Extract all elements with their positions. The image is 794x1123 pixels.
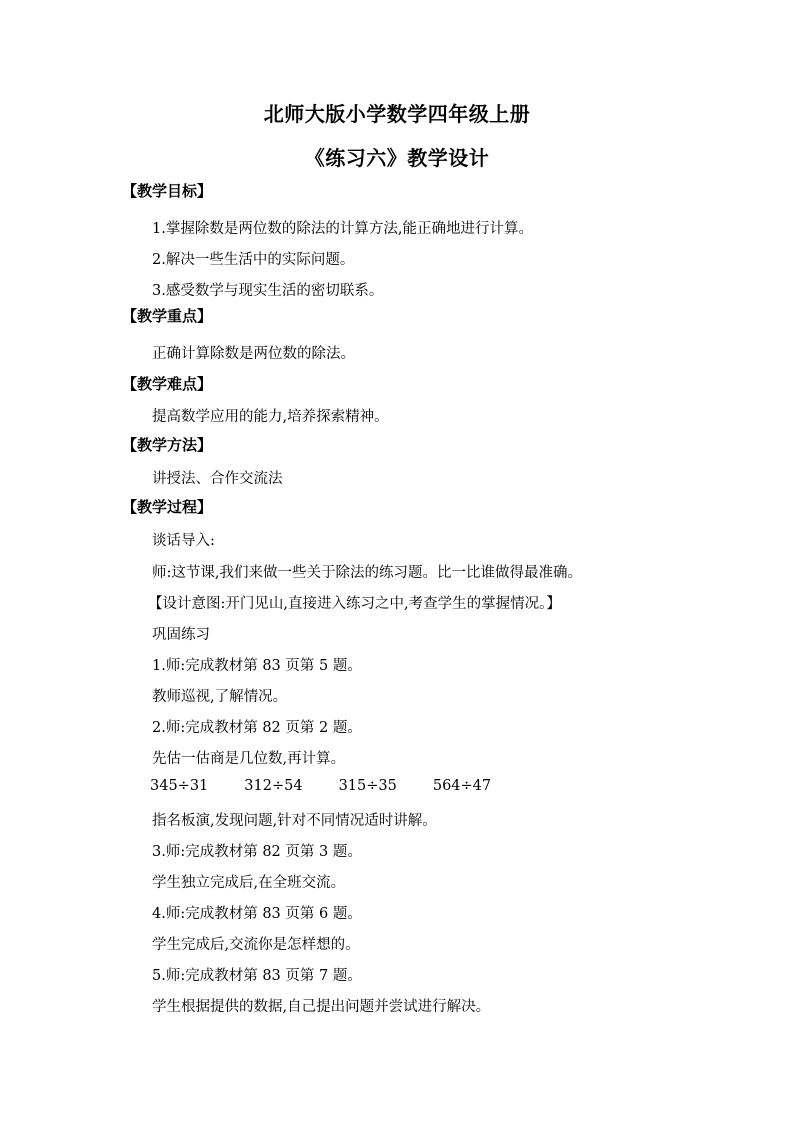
document-title: 北师大版小学数学四年级上册 bbox=[263, 102, 531, 126]
goal-item: 1.掌握除数是两位数的除法的计算方法,能正确地进行计算。 bbox=[152, 221, 533, 237]
key-points-text: 正确计算除数是两位数的除法。 bbox=[152, 346, 355, 362]
process-line: 先估一估商是几位数,再计算。 bbox=[152, 751, 346, 767]
process-line: 学生完成后,交流你是怎样想的。 bbox=[152, 937, 360, 953]
process-line: 师:这节课,我们来做一些关于除法的练习题。比一比谁做得最准确。 bbox=[152, 565, 582, 581]
goal-item: 3.感受数学与现实生活的密切联系。 bbox=[152, 283, 384, 299]
difficulties-heading: 【教学难点】 bbox=[122, 375, 213, 393]
process-line: 4.师:完成教材第 83 页第 6 题。 bbox=[152, 906, 362, 922]
process-line: 2.师:完成教材第 82 页第 2 题。 bbox=[152, 720, 362, 736]
methods-heading: 【教学方法】 bbox=[122, 436, 213, 454]
calculation-item: 315÷35 bbox=[338, 778, 397, 794]
process-line: 巩固练习 bbox=[152, 627, 210, 643]
design-intent-note: 【设计意图:开门见山,直接进入练习之中,考查学生的掌握情况。】 bbox=[148, 596, 561, 612]
process-line: 5.师:完成教材第 83 页第 7 题。 bbox=[152, 968, 362, 984]
methods-text: 讲授法、合作交流法 bbox=[152, 471, 283, 487]
process-line: 学生根据提供的数据,自己提出问题并尝试进行解决。 bbox=[152, 999, 491, 1015]
document-subtitle: 《练习六》教学设计 bbox=[304, 146, 490, 170]
process-line: 学生独立完成后,在全班交流。 bbox=[152, 875, 346, 891]
calculation-item: 564÷47 bbox=[432, 778, 492, 794]
difficulties-text: 提高数学应用的能力,培养探索精神。 bbox=[152, 409, 389, 425]
goal-item: 2.解决一些生活中的实际问题。 bbox=[152, 252, 355, 268]
calculation-item: 312÷54 bbox=[244, 778, 303, 794]
process-heading: 【教学过程】 bbox=[122, 498, 213, 516]
process-line: 3.师:完成教材第 82 页第 3 题。 bbox=[152, 844, 362, 860]
process-line: 1.师:完成教材第 83 页第 5 题。 bbox=[152, 658, 362, 674]
key-points-heading: 【教学重点】 bbox=[122, 307, 213, 325]
goals-heading: 【教学目标】 bbox=[122, 182, 213, 200]
calculation-row bbox=[150, 778, 527, 794]
process-line: 教师巡视,了解情况。 bbox=[152, 689, 288, 705]
process-line: 指名板演,发现问题,针对不同情况适时讲解。 bbox=[152, 813, 437, 829]
calculation-item: 345÷31 bbox=[150, 778, 209, 794]
process-line: 谈话导入: bbox=[152, 533, 215, 549]
